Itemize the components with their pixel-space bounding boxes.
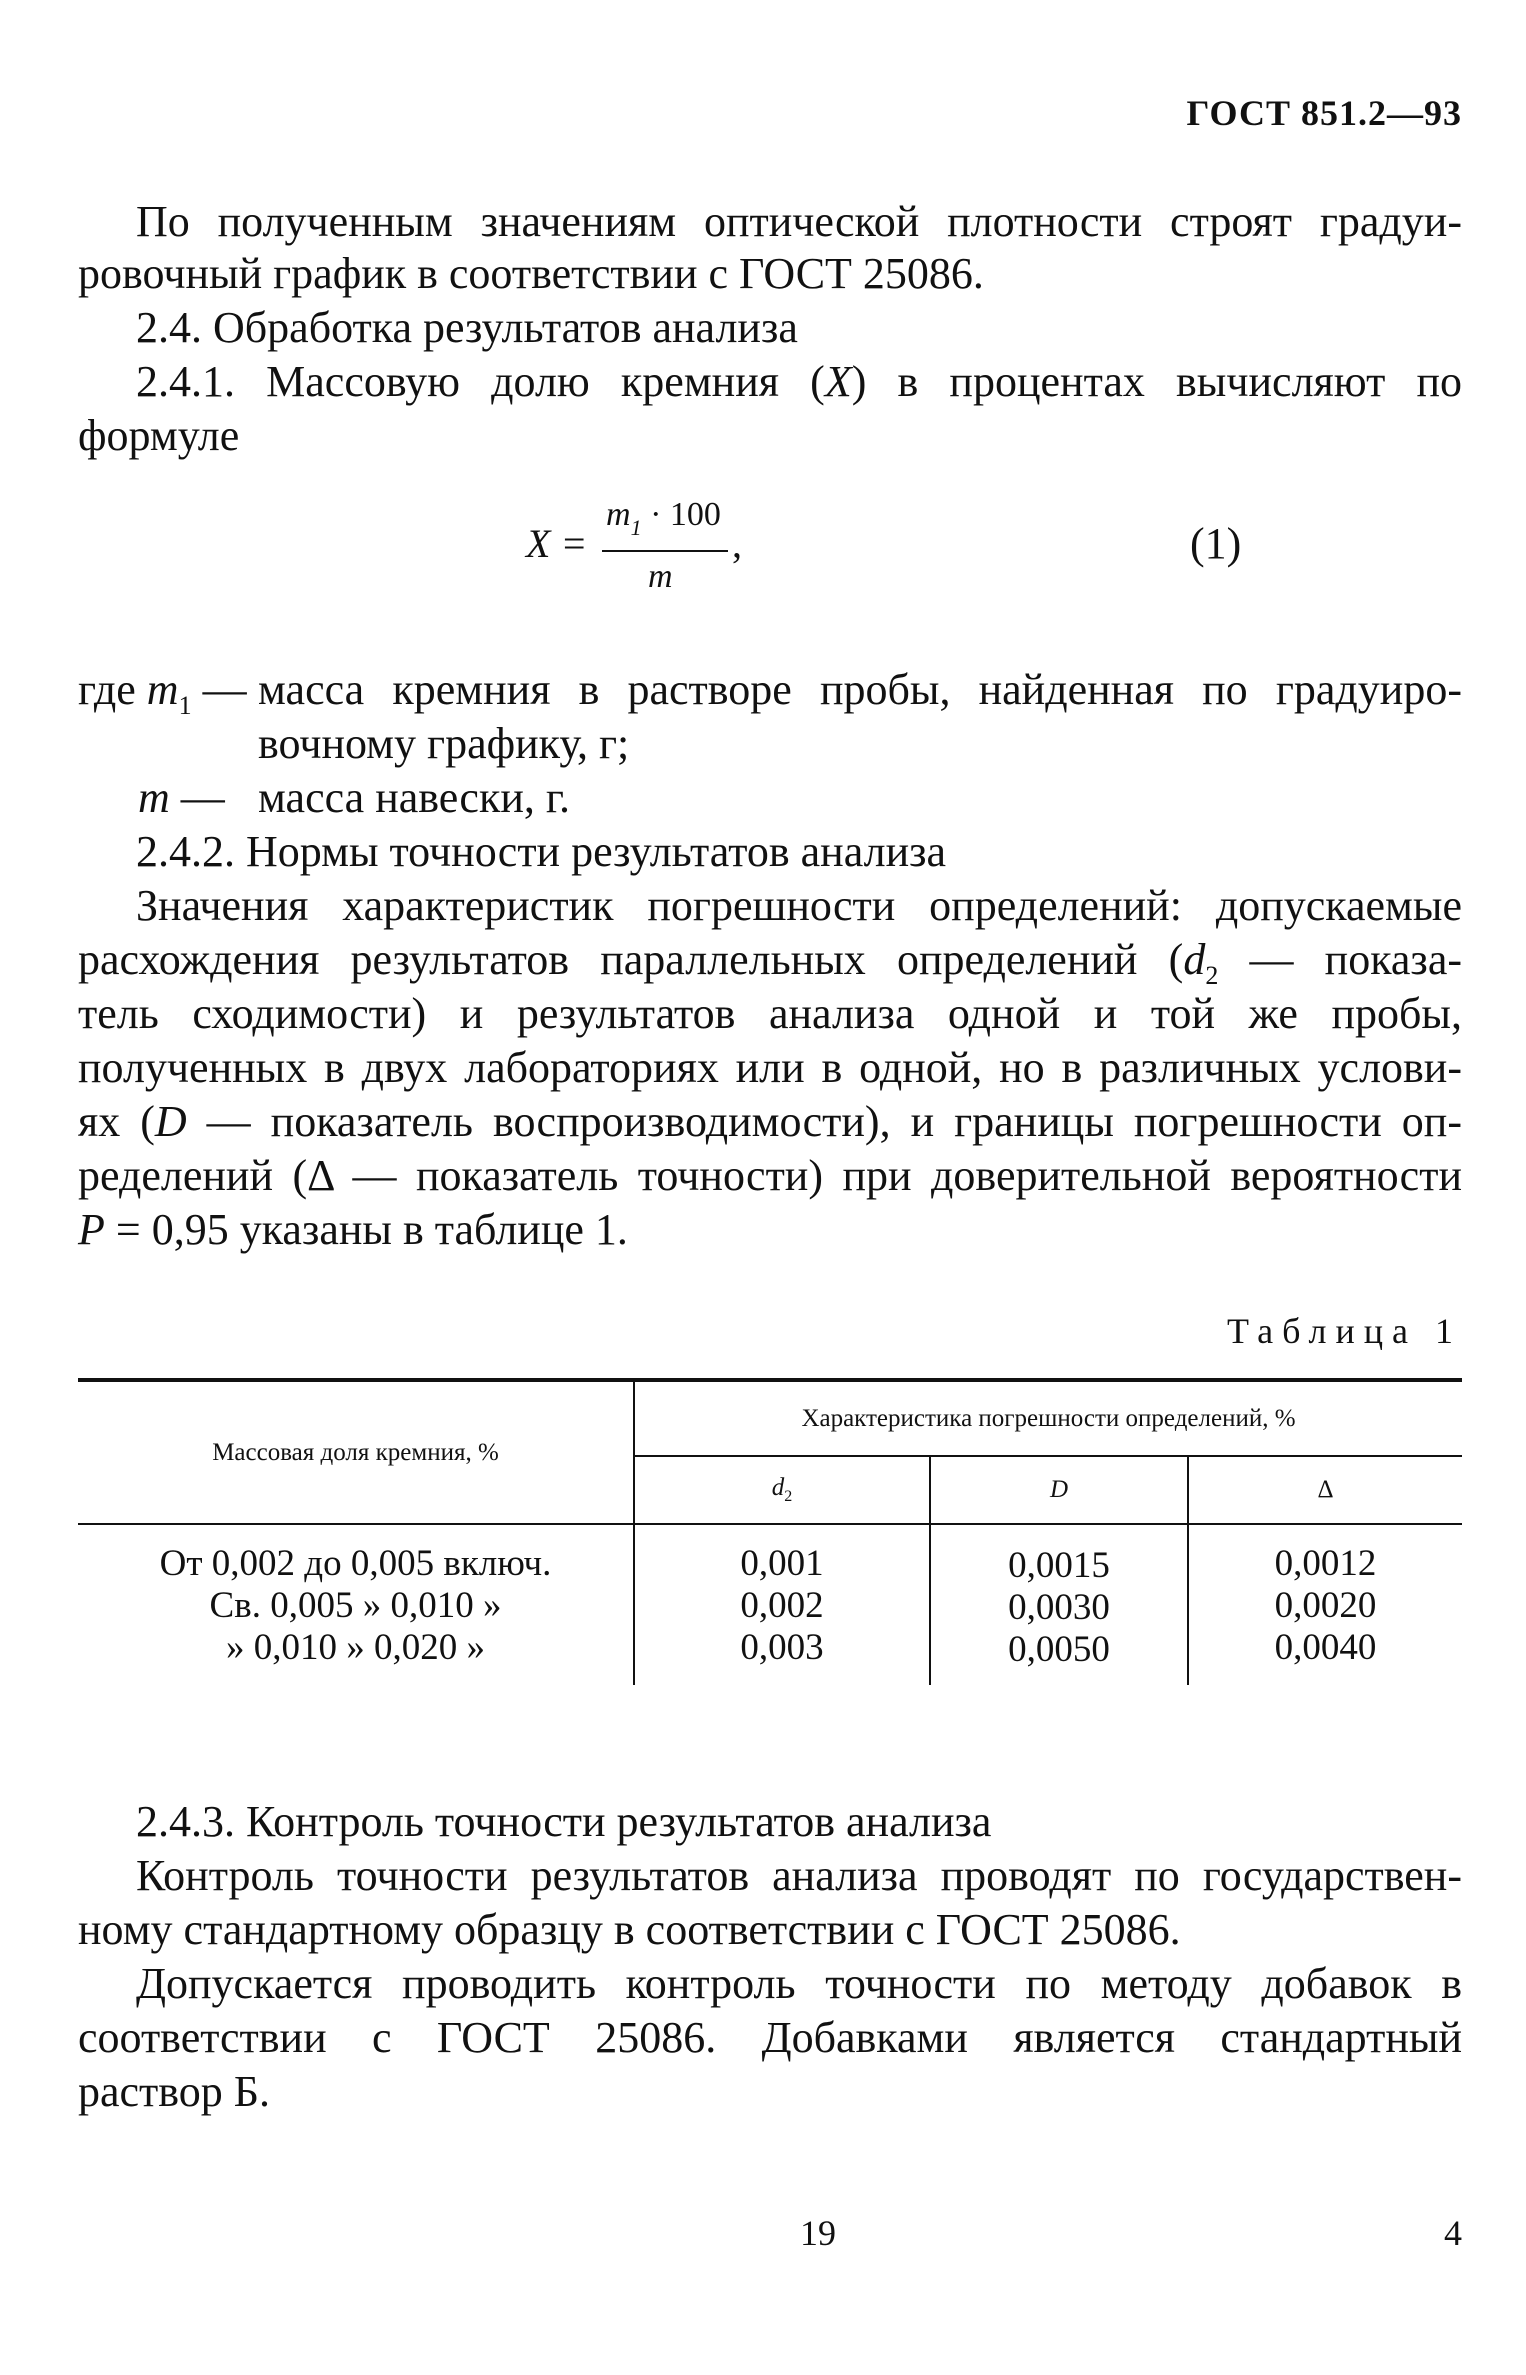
paragraph-line: ях (D — показатель воспроизводимости), и границы погрешности оп-	[78, 1097, 1463, 1146]
paragraph-line: раствор Б.	[78, 2067, 271, 2116]
paragraph-line: формуле	[78, 411, 240, 460]
table-cell-d2: 0,002	[740, 1585, 824, 1626]
where-m-label: m —	[138, 773, 225, 822]
table-cell-delta: 0,0020	[1274, 1585, 1377, 1626]
formula-denominator: m	[648, 558, 673, 595]
where-m1-desc: масса кремния в растворе пробы, найденная по градуиро-	[258, 665, 1462, 714]
formula-numerator: $m_1 \cdot 100$	[606, 496, 721, 540]
paragraph-line: ровочный график в соответствии с ГОСТ 25086.	[78, 249, 984, 298]
table-header-delta: Δ	[1188, 1456, 1462, 1524]
table-row	[78, 1524, 1462, 1685]
formula-number: (1)	[1190, 519, 1242, 568]
paragraph-line: соответствии с ГОСТ 25086. Добавками является стандартный	[78, 2013, 1462, 2062]
table-header-d2: $d_2$	[634, 1456, 930, 1524]
formula-lhs: X =	[526, 521, 588, 566]
table-cell-d2: 0,003	[740, 1627, 824, 1668]
page-number: 19	[800, 2213, 836, 2253]
table-header-D: D	[930, 1456, 1188, 1524]
table-cell-D: 0,0015	[1008, 1545, 1110, 1586]
table-caption: Таблица 1	[1227, 1311, 1462, 1351]
paragraph-line: 2.4.1. Массовую долю кремния (X) в процентах вычисляют по	[136, 357, 1462, 406]
table-cell-delta: 0,0040	[1274, 1627, 1377, 1668]
formula-comma: ,	[732, 521, 742, 566]
paragraph-line: расхождения результатов параллельных определений ($d_2$ — показа-	[78, 935, 1462, 990]
paragraph-line: ределений (Δ — показатель точности) при доверительной вероятности	[78, 1151, 1462, 1200]
paragraph-line: Контроль точности результатов анализа проводят по государствен-	[136, 1851, 1462, 1900]
table-cell-D: 0,0050	[1008, 1629, 1110, 1670]
paragraph-line: полученных в двух лабораториях или в одной, но в различных услови-	[78, 1043, 1462, 1092]
paragraph-line: ному стандартному образцу в соответствии с ГОСТ 25086.	[78, 1905, 1181, 1954]
where-m-desc: масса навески, г.	[258, 773, 570, 822]
where-m1-label: где $m_1$ —	[78, 665, 247, 720]
table-cell-delta: 0,0012	[1274, 1543, 1377, 1584]
paragraph-line: тель сходимости) и результатов анализа одной и той же пробы,	[78, 989, 1462, 1038]
table-cell-range: Св. 0,005 » 0,010 »	[209, 1585, 502, 1626]
paragraph-line: Значения характеристик погрешности определений: допускаемые	[136, 881, 1462, 930]
fraction-bar	[602, 550, 728, 552]
paragraph-line: P = 0,95 указаны в таблице 1.	[78, 1205, 628, 1254]
document-number: ГОСТ 851.2—93	[1186, 93, 1462, 133]
paragraph-line: Допускается проводить контроль точности по методу добавок в	[136, 1959, 1462, 2008]
table-header-mass-fraction: Массовая доля кремния, %	[78, 1380, 634, 1524]
paragraph-line: По полученным значениям оптической плотности строят градуи-	[136, 197, 1462, 246]
table-1	[78, 1378, 1462, 1685]
table-cell-range: От 0,002 до 0,005 включ.	[159, 1543, 552, 1584]
table-cell-D: 0,0030	[1008, 1587, 1110, 1628]
table-cell-range: » 0,010 » 0,020 »	[226, 1627, 485, 1668]
where-m1-desc: вочному графику, г;	[258, 719, 630, 768]
table-cell-d2: 0,001	[740, 1543, 824, 1584]
sheet-mark: 4	[1444, 2213, 1462, 2253]
table-header-group: Характеристика погрешности определений, %	[634, 1380, 1462, 1456]
section-heading: 2.4.3. Контроль точности результатов анализа	[136, 1797, 992, 1846]
section-heading: 2.4.2. Нормы точности результатов анализа	[136, 827, 947, 876]
section-heading: 2.4. Обработка результатов анализа	[136, 303, 798, 352]
